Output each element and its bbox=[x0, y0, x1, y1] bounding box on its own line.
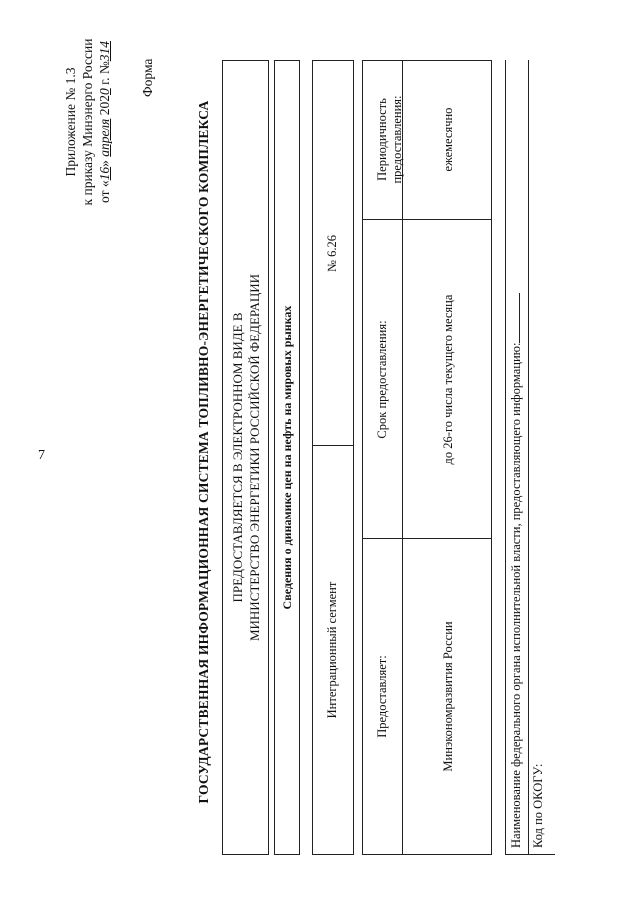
header-provider: Предоставляет: bbox=[375, 655, 389, 738]
value-provider: Минэкономразвития России bbox=[441, 621, 455, 772]
value-periodicity: ежемесячно bbox=[441, 107, 455, 172]
appendix-line-1: Приложение № 1.3 bbox=[63, 67, 78, 177]
info-table bbox=[362, 60, 492, 855]
submission-line-1: ПРЕДОСТАВЛЯЕТСЯ В ЭЛЕКТРОННОМ ВИДЕ В bbox=[230, 312, 245, 603]
footer-box bbox=[505, 60, 555, 855]
integration-label: Интеграционный сегмент bbox=[325, 581, 339, 719]
appendix-month: апреля bbox=[97, 118, 112, 157]
okogu-label: Код по ОКОГУ: bbox=[531, 763, 545, 848]
appendix-number: 314 bbox=[97, 41, 112, 62]
appendix-line-2: к приказу Минэнерго России bbox=[80, 38, 95, 206]
authority-blank bbox=[510, 293, 520, 343]
subject-box bbox=[274, 60, 300, 855]
header-periodicity: Периодичность предоставления: bbox=[375, 95, 404, 184]
document-title: ГОСУДАРСТВЕННАЯ ИНФОРМАЦИОННАЯ СИСТЕМА ТОПЛИВНО-ЭНЕРГЕТИЧЕСКОГО КОМПЛЕКСА bbox=[196, 100, 211, 804]
submission-line-2: МИНИСТЕРСТВО ЭНЕРГЕТИКИ РОССИЙСКОЙ ФЕДЕРАЦИИ bbox=[247, 273, 262, 642]
appendix-line-3 bbox=[96, 17, 113, 227]
authority-row bbox=[509, 293, 524, 848]
appendix-year-digit: 0 bbox=[97, 88, 112, 96]
authority-label: Наименование федерального органа исполнительной власти, предоставляющего информацию: bbox=[509, 342, 523, 848]
integration-segment-box bbox=[312, 60, 354, 855]
appendix-number-label: г. № bbox=[97, 61, 112, 89]
value-deadline: до 26-го числа текущего месяца bbox=[441, 294, 455, 465]
appendix-day: 16 bbox=[97, 166, 112, 181]
integration-value: № 6.26 bbox=[325, 235, 339, 272]
page-number: 7 bbox=[38, 448, 45, 463]
appendix-date-prefix: от « bbox=[97, 180, 112, 203]
form-label: Форма bbox=[140, 58, 155, 97]
submission-box bbox=[222, 60, 269, 855]
divider bbox=[528, 60, 529, 854]
appendix-reference bbox=[62, 17, 113, 227]
subject-text: Сведения о динамике цен на нефть на мировых рынках bbox=[280, 305, 294, 610]
header-deadline: Срок предоставления: bbox=[375, 320, 389, 439]
appendix-year: 202 bbox=[97, 95, 112, 116]
appendix-date-mid: » bbox=[97, 160, 112, 167]
